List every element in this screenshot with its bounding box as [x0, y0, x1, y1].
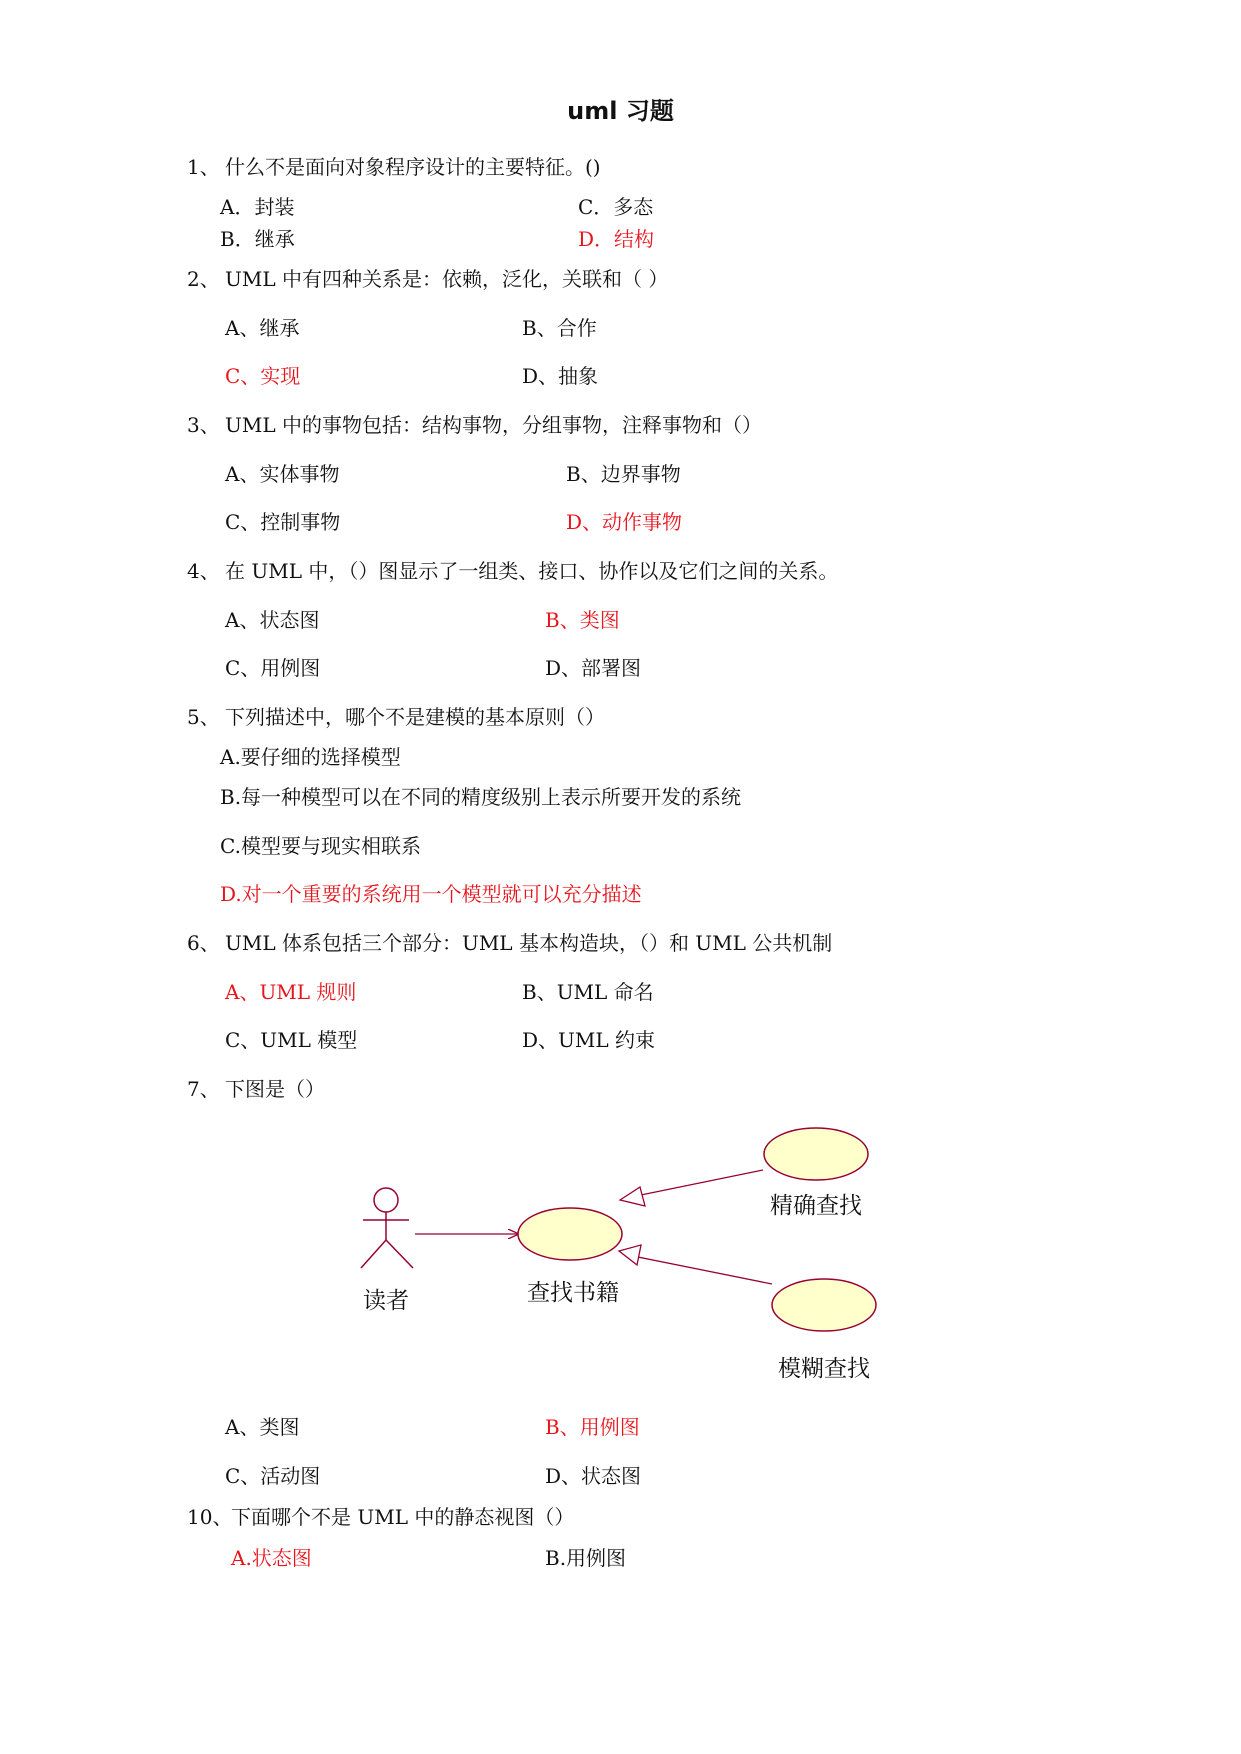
- option-a: A、状态图: [225, 608, 320, 632]
- question-text: UML 中有四种关系是：依赖，泛化，关联和（ ）: [225, 267, 669, 291]
- option-d-answer: D.对一个重要的系统用一个模型就可以充分描述: [220, 882, 642, 906]
- option-b: B．继承: [220, 227, 295, 251]
- option-d: D、部署图: [545, 656, 642, 680]
- option-b: B、边界事物: [566, 462, 681, 486]
- question-text: 在 UML 中，（）图显示了一组类、接口、协作以及它们之间的关系。: [225, 559, 839, 583]
- question-number: 5、: [187, 705, 220, 729]
- option-c: C、用例图: [225, 656, 321, 680]
- option-a-answer: A、UML 规则: [225, 980, 357, 1004]
- option-a: A、继承: [225, 316, 300, 340]
- question-text: UML 中的事物包括：结构事物，分组事物，注释事物和（）: [225, 413, 762, 437]
- option-c: C、控制事物: [225, 510, 341, 534]
- question-text: 什么不是面向对象程序设计的主要特征。(): [225, 155, 601, 179]
- option-a: A．封装: [220, 195, 295, 219]
- option-a: A、实体事物: [225, 462, 340, 486]
- option-d: D、UML 约束: [522, 1028, 656, 1052]
- generalization-arrow-exact: [620, 1170, 763, 1206]
- option-c: C.模型要与现实相联系: [220, 834, 421, 858]
- option-b: B.每一种模型可以在不同的精度级别上表示所要开发的系统: [220, 785, 742, 809]
- option-c-answer: C、实现: [225, 364, 301, 388]
- usecase-exact-search-label: 精确查找: [770, 1193, 862, 1219]
- question-text: UML 体系包括三个部分：UML 基本构造块，（）和 UML 公共机制: [225, 931, 833, 955]
- actor-label: 读者: [363, 1288, 409, 1314]
- question-number: 3、: [187, 413, 220, 437]
- option-d-answer: D、动作事物: [566, 510, 683, 534]
- question-number: 1、: [187, 155, 220, 179]
- question-text: 下列描述中，哪个不是建模的基本原则（）: [225, 705, 605, 729]
- page-title: uml 习题: [567, 97, 674, 125]
- option-b-answer: B、类图: [545, 608, 620, 632]
- option-b: B、合作: [522, 316, 597, 340]
- usecase-exact-search: [764, 1128, 868, 1180]
- question-number: 7、: [187, 1077, 220, 1101]
- actor-reader-icon: [361, 1188, 413, 1268]
- question-number: 2、: [187, 267, 220, 291]
- option-d: D、抽象: [522, 364, 599, 388]
- option-a: A、类图: [225, 1415, 300, 1439]
- use-case-diagram: [340, 1118, 900, 1398]
- question-number: 6、: [187, 931, 220, 955]
- option-a: A.要仔细的选择模型: [220, 745, 401, 769]
- usecase-find-books: [518, 1208, 622, 1260]
- option-a-answer: A.状态图: [231, 1546, 312, 1570]
- usecase-find-books-label: 查找书籍: [527, 1280, 619, 1306]
- question-number: 4、: [187, 559, 220, 583]
- usecase-fuzzy-search-label: 模糊查找: [778, 1356, 870, 1382]
- option-b: B、UML 命名: [522, 980, 654, 1004]
- option-d-answer: D．结构: [578, 227, 655, 251]
- option-c: C、UML 模型: [225, 1028, 358, 1052]
- option-b: B.用例图: [545, 1546, 627, 1570]
- question-text: 下图是（）: [225, 1077, 325, 1101]
- question-number: 10、: [187, 1505, 233, 1529]
- option-c: C、活动图: [225, 1464, 321, 1488]
- option-b-answer: B、用例图: [545, 1415, 640, 1439]
- question-text: 下面哪个不是 UML 中的静态视图（）: [231, 1505, 575, 1529]
- option-d: D、状态图: [545, 1464, 642, 1488]
- generalization-arrow-fuzzy: [619, 1245, 772, 1284]
- option-c: C．多态: [578, 195, 654, 219]
- usecase-fuzzy-search: [772, 1279, 876, 1331]
